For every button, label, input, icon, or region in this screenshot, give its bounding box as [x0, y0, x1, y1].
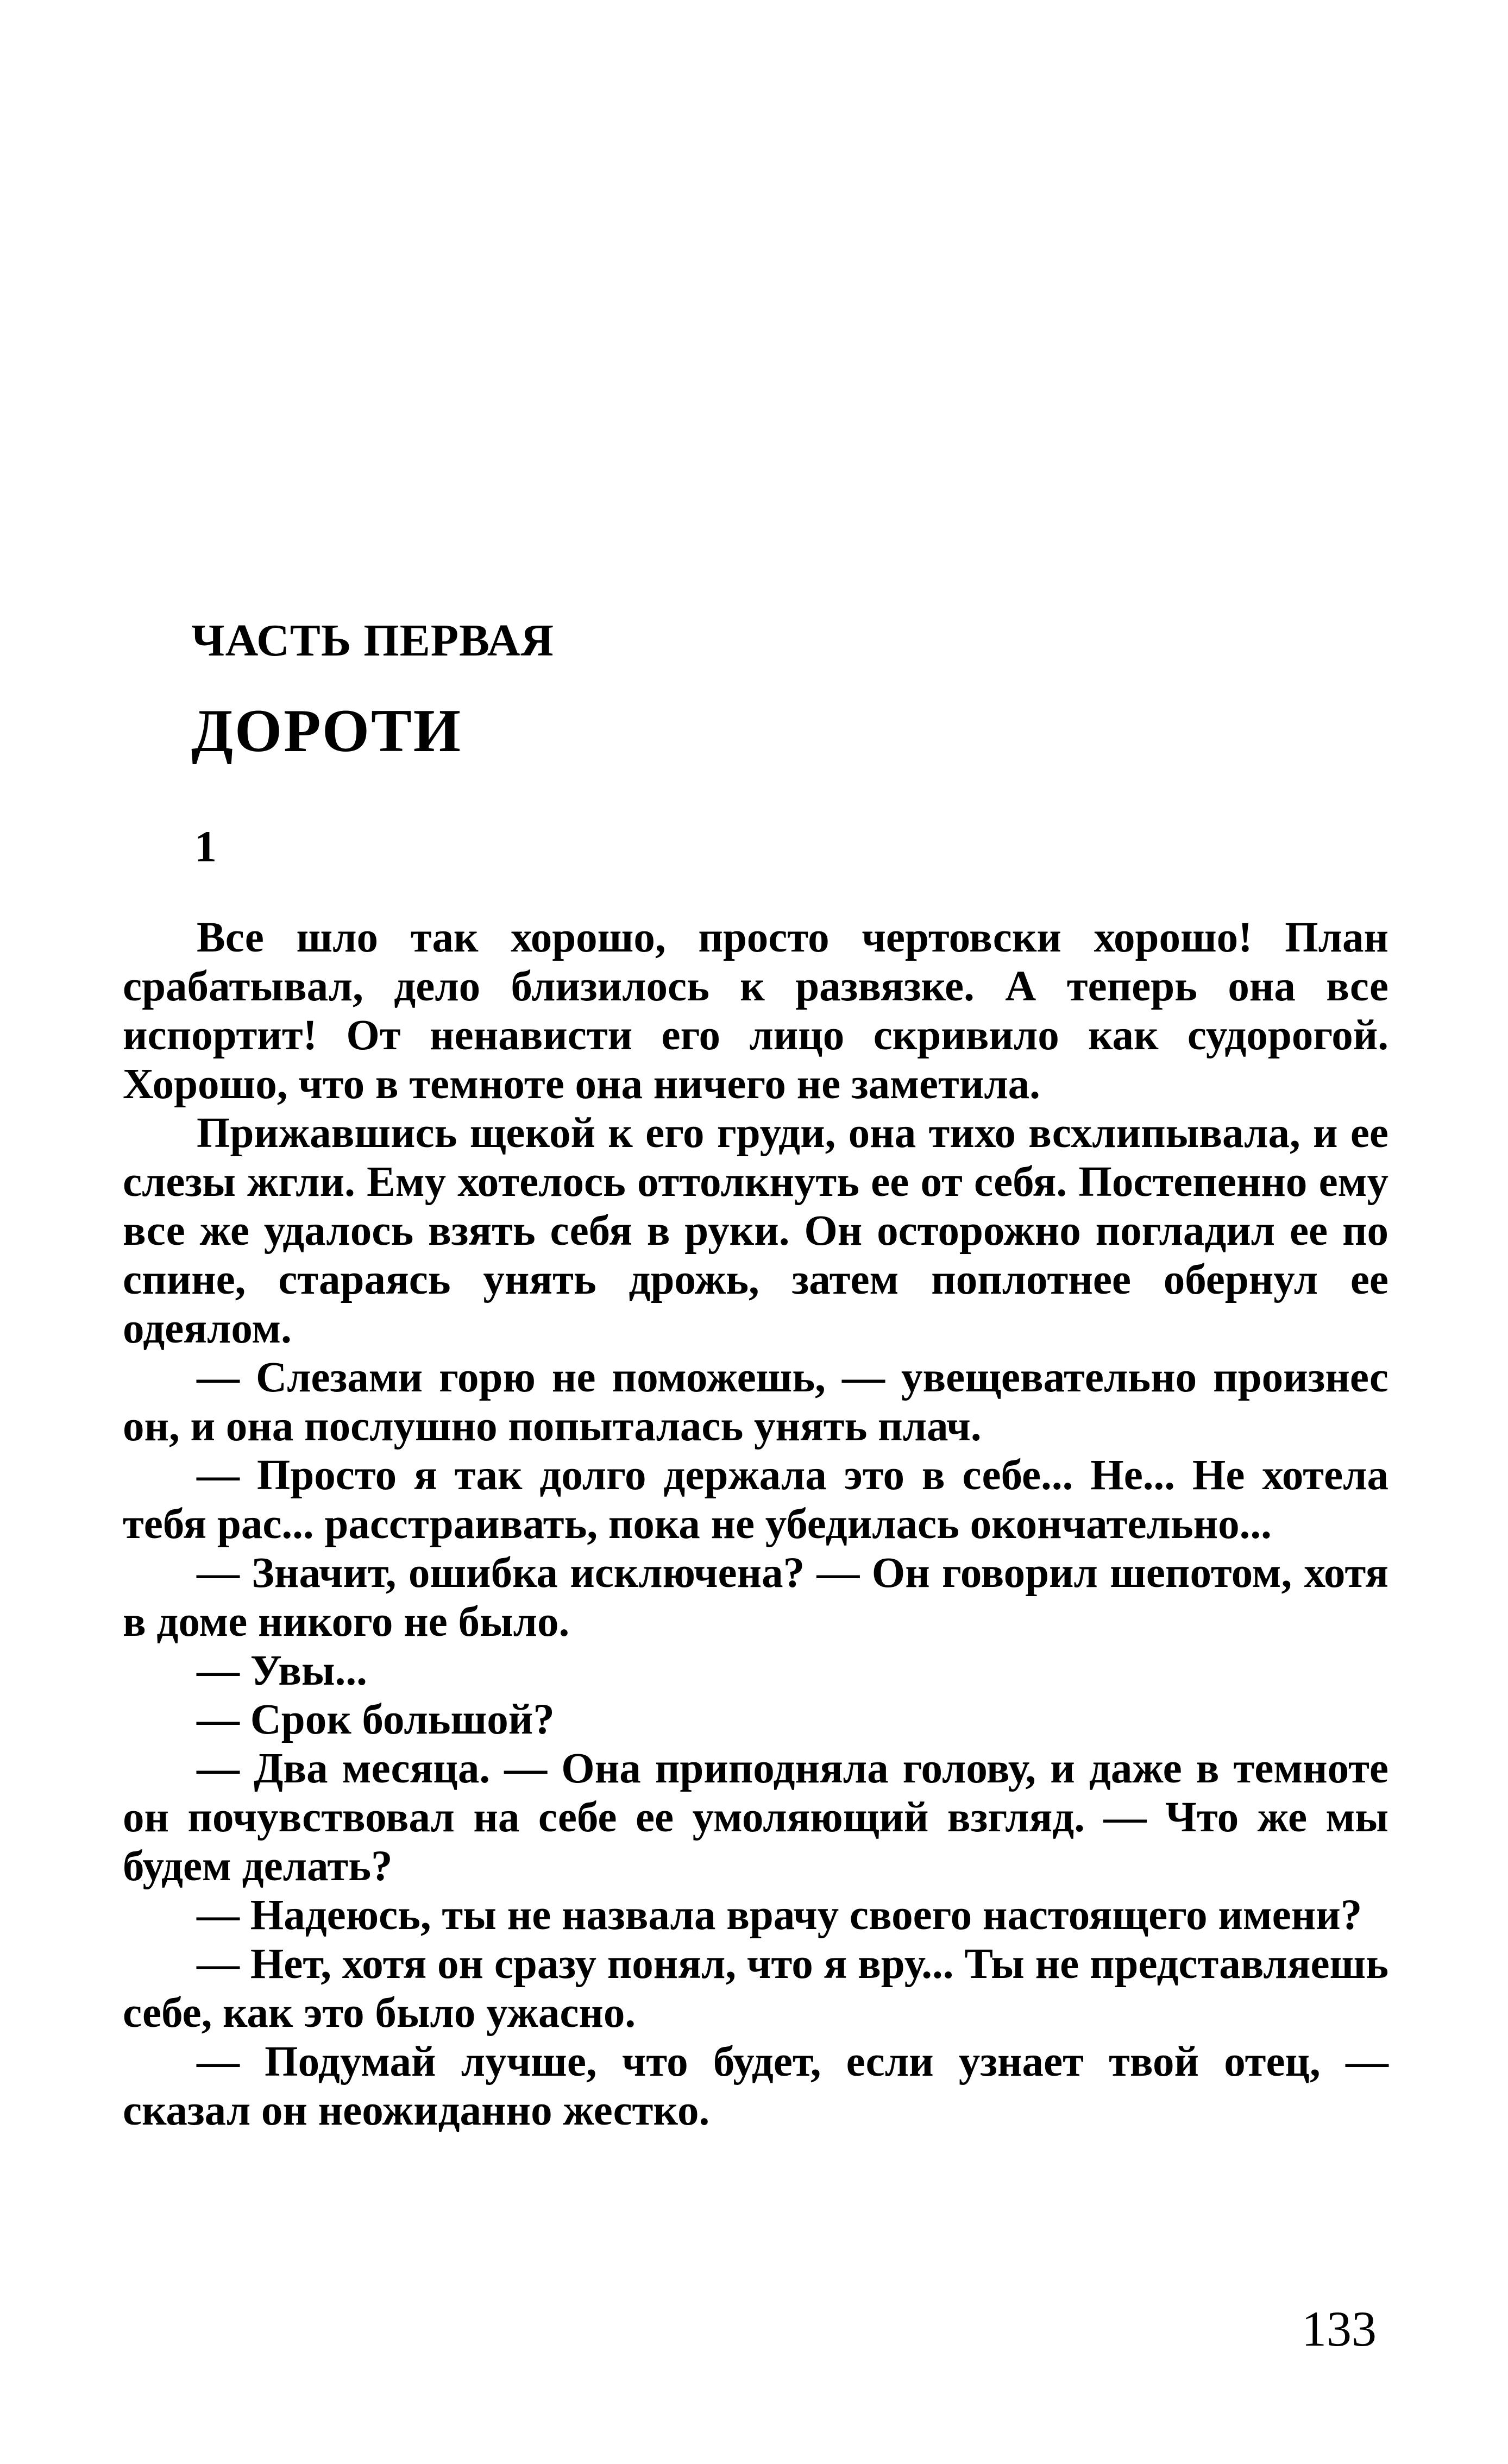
paragraph: — Надеюсь, ты не назвала врачу своего настоящего имени?	[197, 1892, 1362, 1939]
paragraph: Прижавшись щекой к его груди, она тихо всхлипывала, и ее слезы жгли. Ему хотелось оттолкнуть ее от себя. Постепенно ему все же удалось взять себя в руки. Он осторожно погладил ее по спине, стараясь унять дрожь, затем поплотнее обернул ее одеялом.	[123, 1110, 1388, 1352]
chapter-number: 1	[194, 822, 217, 871]
paragraph: — Слезами горю не поможешь, — увещевательно произнес он, и она послушно попыталась унять плач.	[123, 1354, 1388, 1450]
paragraph: — Нет, хотя он сразу понял, что я вру... Ты не представляешь себе, как это было ужасно.	[123, 1940, 1388, 2037]
part-label: ЧАСТЬ ПЕРВАЯ	[191, 615, 555, 666]
paragraph: — Подумай лучше, что будет, если узнает твой отец, — сказал он неожиданно жестко.	[123, 2038, 1388, 2134]
paragraph: — Увы...	[197, 1647, 367, 1694]
part-title: ДОРОТИ	[191, 697, 462, 765]
paragraph: — Значит, ошибка исключена? — Он говорил шепотом, хотя в доме никого не было.	[123, 1549, 1388, 1646]
text-body	[123, 913, 1388, 2135]
paragraph: — Два месяца. — Она приподняла голову, и даже в темноте он почувствовал на себе ее умоляющий взгляд. — Что же мы будем делать?	[123, 1745, 1388, 1890]
page-number: 133	[1302, 2301, 1377, 2356]
paragraph: — Просто я так долго держала это в себе... Не... Не хотела тебя рас... расстраивать, пока не убедилась окончательно...	[123, 1452, 1388, 1548]
paragraph: Все шло так хорошо, просто чертовски хорошо! План срабатывал, дело близилось к развязке. А теперь она все испортит! От ненависти его лицо скривило как судорогой. Хорошо, что в темноте она ничего не заметила.	[123, 914, 1388, 1108]
paragraph: — Срок большой?	[197, 1696, 555, 1743]
